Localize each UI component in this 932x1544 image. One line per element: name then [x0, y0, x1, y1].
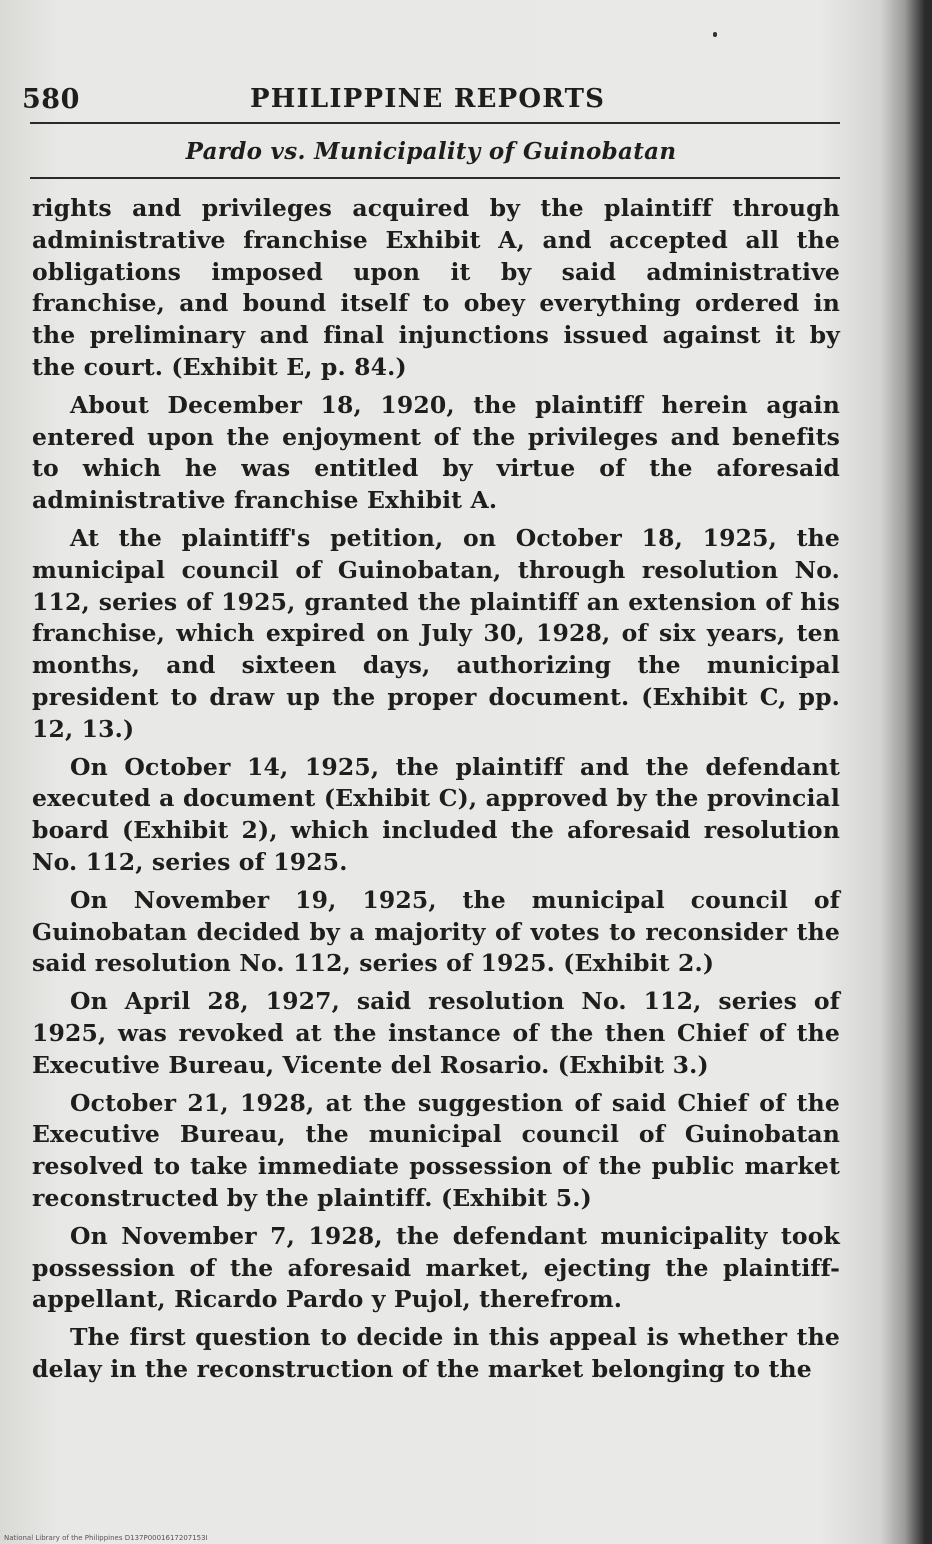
page-number: 580	[22, 84, 80, 115]
paragraph-6: On April 28, 1927, said resolution No. 112, series of 1925, was revoked at the instance of the then Chief of the Executive Bureau, Vicente del Rosario. (Exhibit 3.)	[32, 987, 840, 1079]
document-page	[22, 78, 840, 1392]
paragraph-5: On November 19, 1925, the municipal council of Guinobatan decided by a majority of votes to reconsider the said resolution No. 112, series of 1925. (Exhibit 2.)	[32, 885, 840, 978]
header-rule-bottom	[30, 177, 840, 179]
case-title: Pardo vs. Municipality of Guinobatan	[185, 138, 677, 165]
paragraph-3: At the plaintiff's petition, on October 18, 1925, the municipal council of Guinobatan, through resolution No. 112, series of 1925, granted the plaintiff an extension of his franchise, which expired on July 30, 1928, of six years, ten months, and sixteen days, authorizing the municipal president to draw up the proper document. (Exhibit C, pp. 12, 13.)	[32, 523, 840, 743]
paragraph-1: rights and privileges acquired by the plaintiff through administrative franchise Exhibit A, and accepted all the obligations imposed upon it by said administrative franchise, and bound itself to obey everything ordered in the preliminary and final injunctions issued against it by the court. (Exhibit E, p. 84.)	[32, 194, 840, 381]
running-head	[22, 78, 840, 122]
scan-credit: National Library of the Philippines D137P0001617207153I	[4, 1534, 208, 1542]
scan-speck	[713, 32, 717, 37]
journal-title: PHILIPPINE REPORTS	[250, 84, 606, 114]
paragraph-8: On November 7, 1928, the defendant municipality took possession of the aforesaid market, ejecting the plaintiff-appellant, Ricardo Pardo y Pujol, therefrom.	[32, 1221, 840, 1314]
paragraph-9: The first question to decide in this appeal is whether the delay in the reconstruction of the market belonging to the	[32, 1323, 840, 1383]
paragraph-2: About December 18, 1920, the plaintiff herein again entered upon the enjoyment of the privileges and benefits to which he was entitled by virtue of the aforesaid administrative franchise Exhibit A.	[32, 390, 840, 515]
body-text	[22, 193, 840, 1386]
paragraph-4: On October 14, 1925, the plaintiff and the defendant executed a document (Exhibit C), approved by the provincial board (Exhibit 2), which included the aforesaid resolution No. 112, series of 1925.	[32, 752, 840, 876]
paragraph-7: October 21, 1928, at the suggestion of said Chief of the Executive Bureau, the municipal council of Guinobatan resolved to take immediate possession of the public market reconstructed by the plaintiff. (Exhibit 5.)	[32, 1088, 840, 1212]
